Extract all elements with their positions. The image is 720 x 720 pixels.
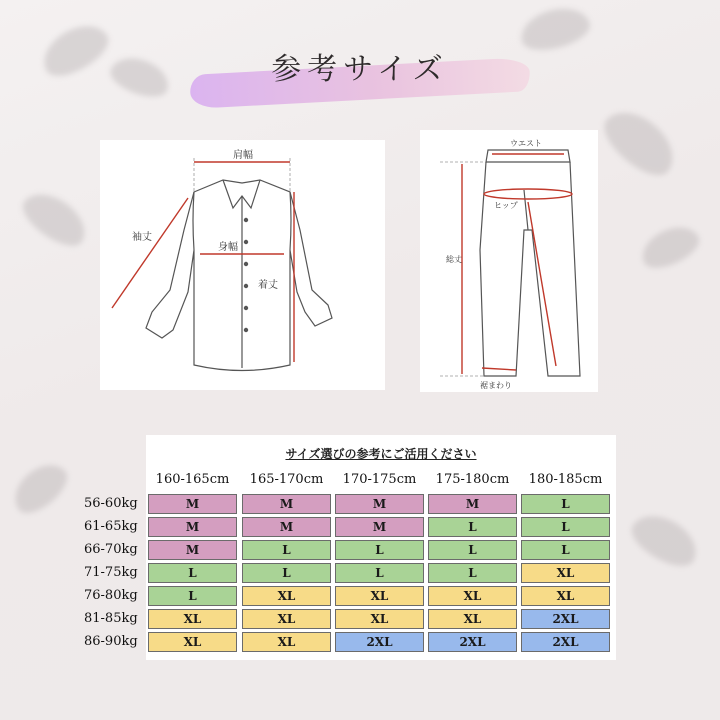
background-leaf: [636, 219, 705, 275]
size-cell: 2XL: [521, 632, 610, 652]
label-total-length: 総丈: [446, 255, 462, 264]
size-cell: 2XL: [521, 609, 610, 629]
size-cell: XL: [335, 609, 424, 629]
shirt-illustration: [100, 140, 385, 390]
size-cell: M: [335, 517, 424, 537]
size-cell: 2XL: [428, 632, 517, 652]
background-leaf: [15, 183, 94, 254]
background-leaf: [106, 51, 174, 103]
column-header: 160-165cm: [155, 472, 230, 487]
row-label: 66-70kg: [84, 542, 138, 557]
size-cell: XL: [242, 609, 331, 629]
size-cell: M: [242, 494, 331, 514]
size-cell: M: [148, 517, 237, 537]
size-cell: L: [148, 586, 237, 606]
size-cell: M: [148, 540, 237, 560]
size-cell: L: [428, 563, 517, 583]
size-cell: L: [242, 540, 331, 560]
label-shoulder: 肩幅: [233, 150, 253, 161]
size-cell: L: [335, 563, 424, 583]
size-cell: M: [335, 494, 424, 514]
size-cell: L: [521, 494, 610, 514]
size-cell: XL: [148, 609, 237, 629]
row-label: 81-85kg: [84, 611, 138, 626]
size-cell: XL: [428, 586, 517, 606]
background-leaf: [595, 100, 685, 186]
row-label: 76-80kg: [84, 588, 138, 603]
size-cell: XL: [148, 632, 237, 652]
background-leaf: [625, 505, 706, 575]
column-header: 175-180cm: [435, 472, 510, 487]
pants-diagram: [420, 130, 598, 392]
size-cell: L: [521, 517, 610, 537]
column-header: 170-175cm: [342, 472, 417, 487]
size-cell: XL: [428, 609, 517, 629]
size-chart: [84, 435, 616, 660]
label-hip: ヒップ: [494, 201, 518, 210]
label-sleeve: 袖丈: [132, 232, 152, 243]
size-cell: XL: [521, 563, 610, 583]
size-chart-heading: サイズ選びの参考にご活用ください: [285, 447, 477, 461]
label-length: 着丈: [258, 280, 278, 291]
size-cell: 2XL: [335, 632, 424, 652]
page-title: 参考サイズ: [271, 52, 449, 87]
size-cell: L: [521, 540, 610, 560]
size-cell: L: [148, 563, 237, 583]
row-label: 61-65kg: [84, 519, 138, 534]
row-label: 56-60kg: [84, 496, 138, 511]
background-leaf: [5, 455, 74, 521]
size-cell: M: [428, 494, 517, 514]
size-cell: XL: [521, 586, 610, 606]
background-leaf: [35, 15, 116, 85]
size-cell: L: [242, 563, 331, 583]
size-cell: L: [335, 540, 424, 560]
row-label: 71-75kg: [84, 565, 138, 580]
title-banner: [180, 40, 540, 115]
label-waist: ウエスト: [510, 139, 542, 148]
size-cell: XL: [242, 632, 331, 652]
label-hem: 裾まわり: [480, 381, 512, 390]
size-cell: L: [428, 517, 517, 537]
size-cell: XL: [242, 586, 331, 606]
label-chest: 身幅: [218, 242, 238, 253]
shirt-diagram: [100, 140, 385, 390]
size-cell: XL: [335, 586, 424, 606]
size-cell: L: [428, 540, 517, 560]
size-cell: M: [242, 517, 331, 537]
row-label: 86-90kg: [84, 634, 138, 649]
column-header: 165-170cm: [249, 472, 324, 487]
column-header: 180-185cm: [528, 472, 603, 487]
size-cell: M: [148, 494, 237, 514]
